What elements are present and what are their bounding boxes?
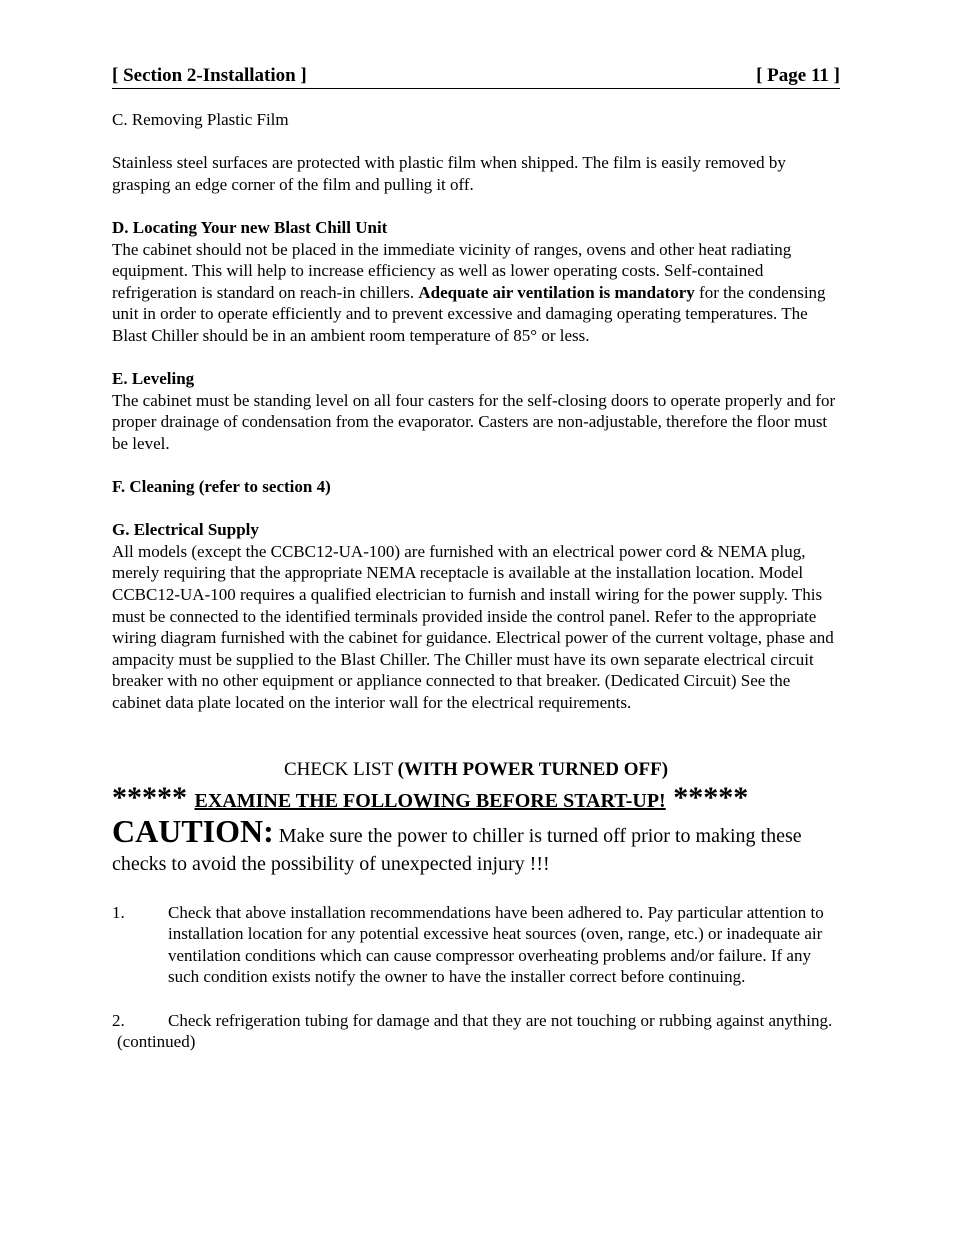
- section-d-body-bold: Adequate air ventilation is mandatory: [418, 282, 695, 302]
- section-d-title: D. Locating Your new Blast Chill Unit: [112, 217, 388, 237]
- checklist-title: [112, 758, 840, 782]
- examine-text: EXAMINE THE FOLLOWING BEFORE START-UP!: [194, 789, 666, 812]
- stars-right: *****: [665, 780, 749, 814]
- list-item-number: 2.: [112, 1010, 125, 1030]
- document-page: [112, 64, 840, 1053]
- section-d-body: [112, 239, 840, 347]
- checklist-title-bold: (WITH POWER TURNED OFF): [397, 758, 669, 780]
- caution-notice: [112, 812, 840, 878]
- continued-note: (continued): [117, 1032, 196, 1052]
- list-item-text: Check refrigeration tubing for damage and that they are not touching or rubbing against anything.: [168, 1010, 833, 1030]
- page-header: [112, 64, 840, 89]
- caution-text: Make sure the power to chiller is turned off prior to making these checks to avoid the possibility of unexpected injury !!!: [112, 824, 802, 875]
- section-e-title: E. Leveling: [112, 369, 195, 389]
- section-d-body-part1: The cabinet should not be placed in the immediate vicinity of ranges, ovens and other heat radiating equipment. This will help to increase efficiency as well as lower operating costs. Self-contained refrigeration is standard on reach-in chillers.: [112, 239, 792, 302]
- list-item-number: 1.: [112, 902, 125, 922]
- section-f-title: F. Cleaning (refer to section 4): [112, 477, 331, 497]
- section-c-body: Stainless steel surfaces are protected with plastic film when shipped. The film is easily removed by grasping an edge corner of the film and pulling it off.: [112, 153, 786, 194]
- section-c-title: C. Removing Plastic Film: [112, 110, 289, 129]
- section-g-title: G. Electrical Supply: [112, 520, 259, 540]
- section-e-body: The cabinet must be standing level on all four casters for the self-closing doors to operate properly and for proper drainage of condensation from the evaporator. Casters are non-adjustable, therefore the floor must be level.: [112, 390, 836, 453]
- stars-left: *****: [112, 780, 195, 814]
- section-label: [ Section 2-Installation ]: [112, 65, 307, 86]
- list-item: [112, 902, 840, 988]
- list-item-text: Check that above installation recommendations have been adhered to. Pay particular attention to installation location for any potential excessive heat sources (oven, range, etc.) or inadequate air ventilation conditions which can cause compressor overheating problems and/or failure. If any such condition exists notify the owner to have the installer correct before continuing.: [168, 902, 824, 987]
- list-item: [112, 1010, 840, 1032]
- section-d-body-part2: for the condensing unit in order to operate efficiently and to prevent excessive and damaging operating temperatures. The Blast Chiller should be in an ambient room temperature of 85° or less.: [112, 282, 826, 345]
- section-g-body: All models (except the CCBC12-UA-100) are furnished with an electrical power cord & NEMA plug, merely requiring that the appropriate NEMA receptacle is available at the installation location. Model CCBC12-UA-100 requires a qualified electrician to furnish and install wiring for the power supply. This must be connected to the identified terminals provided inside the control panel. Refer to the appropriate wiring diagram furnished with the cabinet for guidance. Electrical power of the current voltage, phase and ampacity must be supplied to the Blast Chiller. The Chiller must have its own separate electrical circuit breaker with no other equipment or appliance connected to that breaker. (Dedicated Circuit) See the cabinet data plate located on the interior wall for the electrical requirements.: [112, 541, 834, 713]
- page-number: [ Page 11 ]: [756, 65, 840, 86]
- checklist-title-plain: CHECK LIST: [283, 758, 398, 780]
- examine-banner: [112, 782, 840, 817]
- caution-word: CAUTION:: [112, 812, 274, 849]
